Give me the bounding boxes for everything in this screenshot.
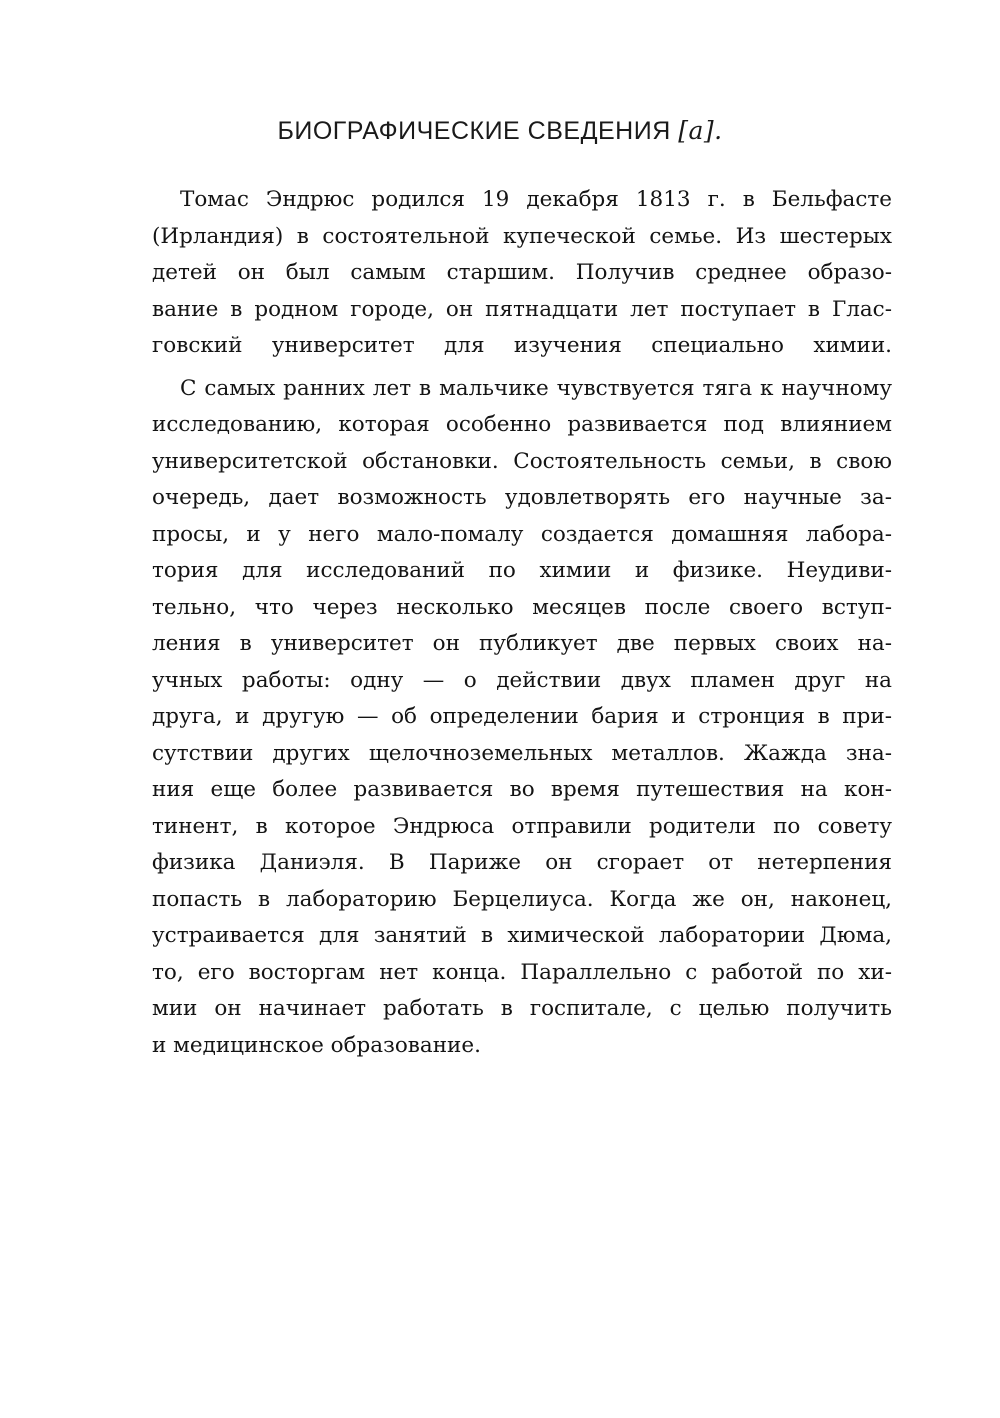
text-line: тельно, что через несколько месяцев после своего вступ-	[152, 594, 892, 620]
paragraph-2	[152, 371, 892, 1065]
text-line: просы, и у него мало-помалу создается домашняя лабора-	[152, 521, 892, 547]
text-line: детей он был самым старшим. Получив среднее образо-	[152, 260, 892, 285]
paragraph-1	[152, 182, 892, 365]
text-line: мии он начинает работать в госпитале, с целью получить	[152, 996, 892, 1021]
text-line: друга, и другую — об определении бария и стронция в при-	[152, 704, 892, 729]
text-line: тинент, в которое Эндрюса отправили родители по совету	[152, 813, 892, 839]
text-line: университетской обстановки. Состоятельность семьи, в свою	[152, 448, 892, 474]
text-line: учных работы: одну — о действии двух пламен друг на	[152, 667, 892, 693]
text-line: говский университет для изучения специально химии.	[152, 333, 892, 358]
footnote-reference: [a].	[678, 116, 723, 145]
heading-title: БИОГРАФИЧЕСКИЕ СВЕДЕНИЯ	[277, 117, 671, 145]
text-line: Томас Эндрюс родился 19 декабря 1813 г. в Бельфасте	[180, 187, 892, 212]
text-line: сутствии других щелочноземельных металлов. Жажда зна-	[152, 740, 892, 766]
text-line: попасть в лабораторию Берцелиуса. Когда же он, наконец,	[152, 886, 892, 912]
body-text	[152, 182, 892, 1064]
text-line: (Ирландия) в состоятельной купеческой семье. Из шестерых	[152, 223, 892, 249]
text-line: очередь, дает возможность удовлетворять его научные за-	[152, 485, 892, 510]
text-line: ния еще более развивается во время путешествия на кон-	[152, 777, 892, 802]
text-line: то, его восторгам нет конца. Параллельно с работой по хи-	[152, 959, 892, 985]
text-line: исследованию, которая особенно развивается под влиянием	[152, 412, 892, 437]
text-line: С самых ранних лет в мальчике чувствуется тяга к научному	[180, 375, 892, 401]
text-line: и медицинское образование.	[152, 1032, 481, 1058]
text-line: устраивается для занятий в химической лаборатории Дюма,	[152, 923, 892, 948]
section-heading	[0, 112, 1000, 150]
text-line: физика Даниэля. В Париже он сгорает от нетерпения	[152, 850, 892, 875]
text-line: вание в родном городе, он пятнадцати лет поступает в Глас-	[152, 296, 892, 322]
text-line: ления в университет он публикует две первых своих на-	[152, 631, 892, 656]
text-line: тория для исследований по химии и физике. Неудиви-	[152, 558, 892, 583]
